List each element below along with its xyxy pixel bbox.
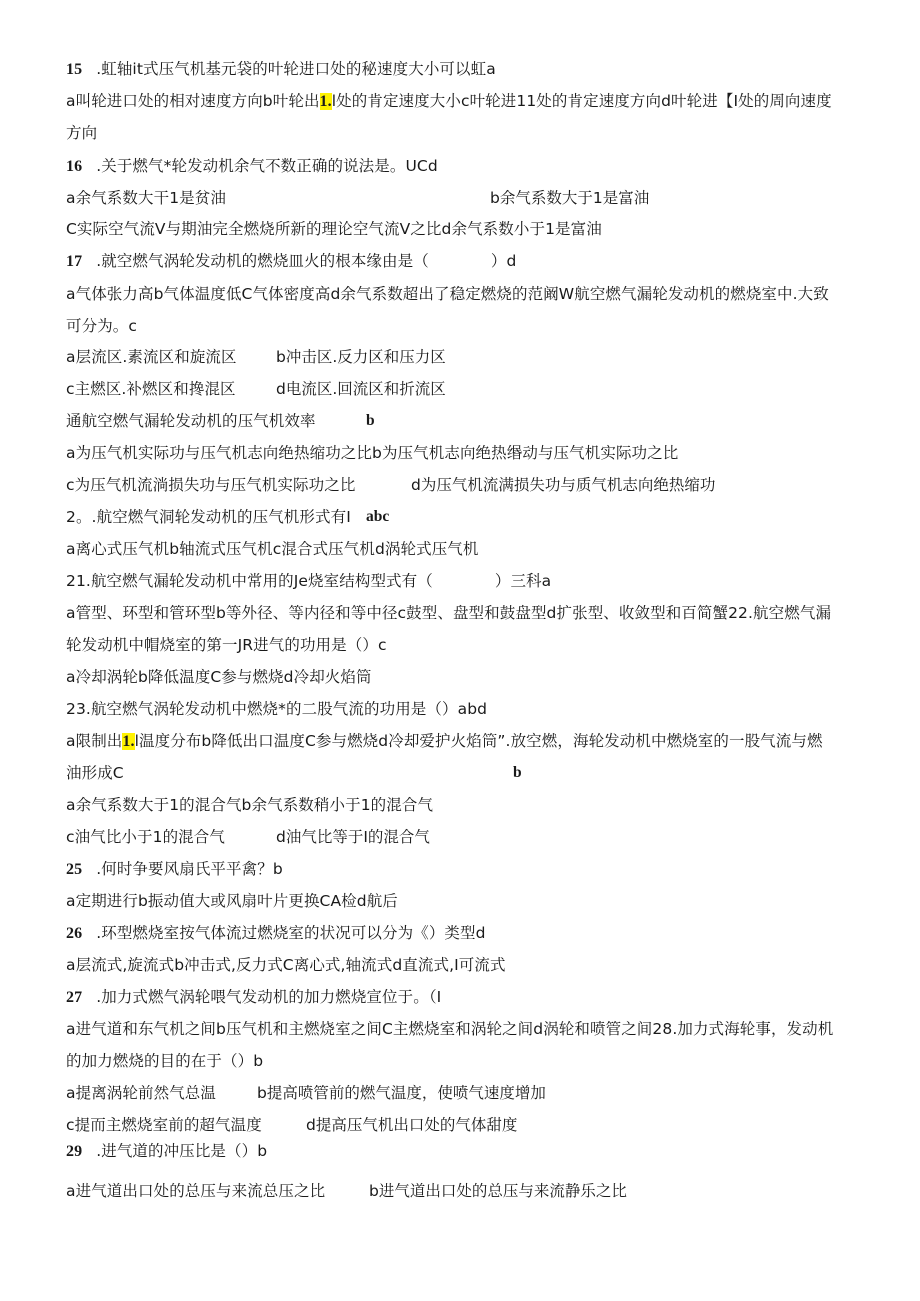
question-26	[66, 923, 486, 944]
question-17: 17 .就空燃气涡轮发动机的燃烧皿火的根本缘由是（ ）d	[66, 252, 517, 270]
question-25	[66, 859, 283, 880]
question-15-options	[66, 91, 832, 112]
question-23: 23.航空燃气涡轮发动机中燃烧*的二股气流的功用是（）abd	[66, 700, 488, 718]
question-18-option-a: a层流区.素流区和旋流区	[66, 348, 237, 366]
question-18-option-b: b冲击区.反力区和压力区	[276, 348, 446, 366]
question-24-answer: b	[513, 764, 522, 781]
question-21-options: a管型、环型和管环型b等外径、等内径和等中径c鼓型、盘型和鼓盘型d扩张型、收敛型和百简蟹22.航空燃气漏	[66, 604, 832, 622]
question-text: .加力式燃气涡轮喂气发动机的加力燃烧宣位于。（I	[96, 988, 442, 1006]
question-18-option-c: c主燃区.补燃区和搀混区	[66, 380, 236, 398]
question-20: 2。.航空燃气洞轮发动机的压气机形式有I	[66, 508, 351, 526]
question-number: 29	[66, 1143, 83, 1160]
question-28-option-b: b提高喷管前的燃气温度，使喷气速度增加	[257, 1084, 546, 1102]
question-27-options: a进气道和东气机之间b压气机和主燃烧室之间C主燃烧室和涡轮之间d涡轮和喷管之间28.加力式海轮事，发动机	[66, 1020, 834, 1038]
question-text: 通航空燃气漏轮发动机的压气机效率	[66, 412, 316, 430]
question-19	[66, 411, 316, 431]
question-16	[66, 156, 438, 177]
highlight-mark: 1.	[319, 93, 332, 110]
question-29-option-a: a进气道出口处的总压与来流总压之比	[66, 1182, 326, 1200]
question-24-continuation: 油形成C	[66, 764, 124, 782]
question-16-option-cd: C实际空气流V与期油完全燃烧所新的理论空气流V之比d余气系数小于1是富油	[66, 220, 602, 238]
answer-text: ）d	[490, 252, 517, 270]
question-number: 25	[66, 861, 83, 878]
highlight-mark: 1.	[122, 733, 135, 750]
question-19-option-ab: a为压气机实际功与压气机志向绝热缩功之比b为压气机志向绝热缗动与压气机实际功之比	[66, 444, 679, 462]
question-20-answer: abc	[366, 508, 390, 525]
question-text: 21.航空燃气漏轮发动机中常用的Je烧室结构型式有（	[66, 572, 433, 590]
question-15	[66, 59, 496, 80]
question-26-options: a层流式,旋流式b冲击式,反力式C离心式,轴流式d直流式,I可流式	[66, 956, 506, 974]
option-text: l处的肯定速度大小c叶轮进11处的肯定速度方向d叶轮进【I处的周向速度	[331, 92, 832, 110]
question-28-option-d: d提高压气机出口处的气体甜度	[306, 1116, 518, 1134]
option-text: a限制出	[66, 732, 123, 750]
question-29-option-b: b进气道出口处的总压与来流静乐之比	[369, 1182, 627, 1200]
question-18-option-d: d电流区.回流区和折流区	[276, 380, 446, 398]
question-24-option-c: c油气比小于1的混合气	[66, 828, 225, 846]
option-text: l温度分布b降低出口温度C参与燃烧d冷却爱护火焰筒”.放空燃，海轮发动机中燃烧室的一股气流与燃	[134, 732, 823, 750]
option-text: a叫轮进口处的相对速度方向b叶轮出	[66, 92, 320, 110]
question-19-answer: b	[366, 412, 375, 429]
question-27	[66, 987, 441, 1008]
question-23-options	[66, 731, 823, 752]
question-number: 16	[66, 158, 83, 175]
question-19-option-d: d为压气机流满损失功与质气机志向绝热缩功	[411, 476, 716, 494]
question-text: .环型燃烧室按气体流过燃烧室的状况可以分为《）类型d	[96, 924, 486, 942]
question-16-option-b: b余气系数大于1是富油	[490, 189, 650, 207]
question-29	[66, 1141, 267, 1162]
question-text: .何时争要风扇氏平平禽？b	[96, 860, 283, 878]
question-20-options: a离心式压气机b轴流式压气机c混合式压气机d涡轮式压气机	[66, 540, 479, 558]
question-17-options: a气体张力高b气体温度低C气体密度高d余气系数超出了稳定燃烧的范阚W航空燃气漏轮发动机的燃烧室中.大致	[66, 285, 829, 303]
question-28-option-c: c提而主燃烧室前的超气温度	[66, 1116, 262, 1134]
question-number: 15	[66, 61, 83, 78]
question-18-text: 可分为。c	[66, 317, 138, 335]
question-text: .关于燃气*轮发动机余气不数正确的说法是。UCd	[96, 157, 438, 175]
question-25-options: a定期进行b振动值大或风扇叶片更换CA检d航后	[66, 892, 398, 910]
question-28-continuation: 的加力燃烧的目的在于（）b	[66, 1052, 264, 1070]
question-text: .就空燃气涡轮发动机的燃烧皿火的根本缘由是（	[96, 252, 429, 270]
question-24-option-ab: a余气系数大于1的混合气b余气系数稍小于1的混合气	[66, 796, 434, 814]
question-21	[66, 571, 551, 591]
question-text: .进气道的冲压比是（）b	[96, 1142, 268, 1160]
question-19-option-c: c为压气机流淌损失功与压气机实际功之比	[66, 476, 356, 494]
question-28-option-a: a提离涡轮前然气总温	[66, 1084, 216, 1102]
question-15-continuation: 方向	[66, 124, 98, 142]
question-number: 27	[66, 989, 83, 1006]
question-16-option-a: a余气系数大干1是贫油	[66, 189, 226, 207]
question-22-text: 轮发动机中帽烧室的第一JR进气的功用是（）c	[66, 636, 387, 654]
question-number: 26	[66, 925, 83, 942]
answer-text: ）三科a	[494, 572, 552, 590]
question-text: .虹轴it式压气机基元袋的叶轮进口处的秘速度大小可以虹a	[96, 60, 496, 78]
question-22-options: a冷却涡轮b降低温度C参与燃烧d冷却火焰筒	[66, 668, 372, 686]
question-24-option-d: d油气比等于I的混合气	[276, 828, 430, 846]
